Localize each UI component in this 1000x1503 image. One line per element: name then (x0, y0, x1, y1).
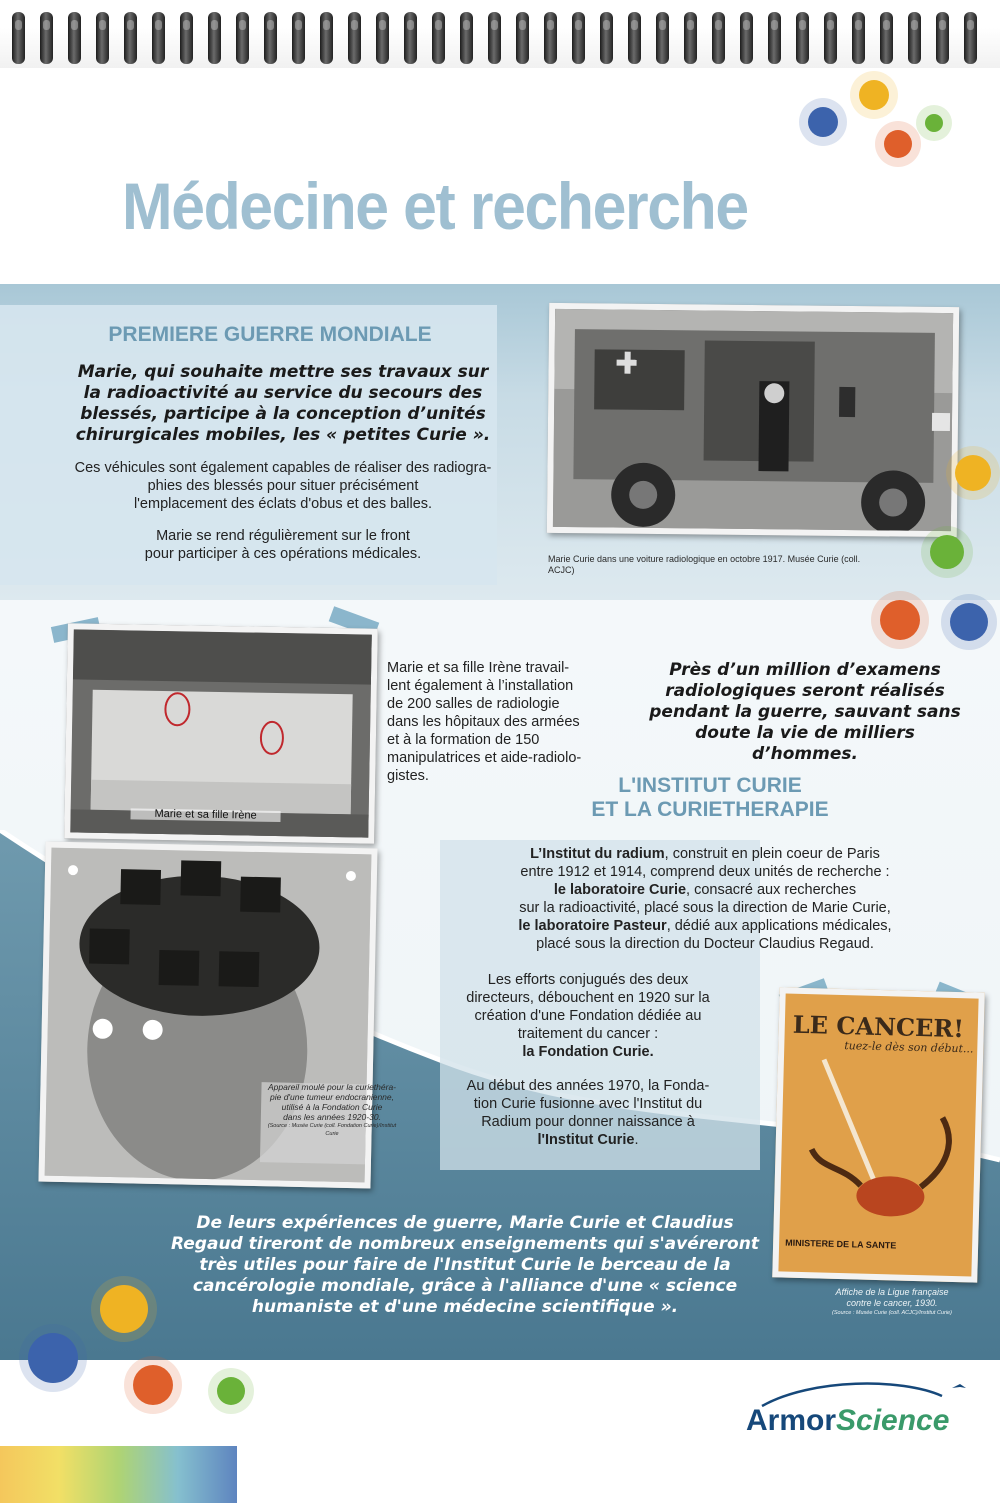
crab-sword-illustration (780, 1054, 979, 1229)
rainbow-bar (0, 1446, 237, 1503)
decor-dot-yellow (100, 1285, 148, 1333)
photo-marie-irene (64, 623, 378, 843)
decor-dot-blue (28, 1333, 78, 1383)
decor-dot-blue (950, 603, 988, 641)
poster-title: LE CANCER! (792, 1009, 965, 1044)
caption-poster: Affiche de la Ligue française contre le cancer, 1930. (Source : Musée Curie (coll. ACJC)/Institut Curie) (832, 1287, 952, 1316)
decor-dot-orange (884, 130, 912, 158)
decor-dot-orange (880, 600, 920, 640)
spiral-binding (0, 0, 1000, 80)
institut-radium-paragraph: L’Institut du radium, construit en plein coeur de Paris entre 1912 et 1914, comprend deux unités de recherche : le laboratoire Curie, consacré aux recherches sur la radioactivité, placé sous la direction de Marie Curie, le laboratoire Pasteur, dédié aux applications médicales, placé sous la direction du Docteur Claudius Regaud. (518, 846, 892, 952)
poster-le-cancer (772, 987, 985, 1282)
section-heading-institut: L'INSTITUT CURIE ET LA CURIETHERAPIE (591, 774, 829, 821)
caption-helmet: Appareil moulé pour la curiethéra- pie d'une tumeur endocranienne, utilisé à la Fondation Curie dans les années 1920-30. (Source : Musée Curie (coll. Fondation Curie)/Institut Curie (267, 1082, 397, 1137)
armorscience-logo: ArmorScience (746, 1404, 950, 1437)
section-heading-wwi: PREMIERE GUERRE MONDIALE (108, 323, 432, 346)
caption-radiology-car: Marie Curie dans une voiture radiologique en octobre 1917. Musée Curie (coll. ACJC) (548, 554, 861, 575)
decor-dot-green (930, 535, 964, 569)
decor-dot-green (217, 1377, 245, 1405)
exams-quote: Près d’un million d’examens radiologiques seront réalisés pendant la guerre, sauvant sans doute la vie de milliers d’hommes. (649, 660, 961, 764)
decor-dot-yellow (955, 455, 991, 491)
conclusion-text: De leurs expériences de guerre, Marie Curie et Claudius Regaud tireront de nombreux enseignements qui s'avéreront très utiles pour faire de l'Institut Curie le berceau de la cancérologie mondiale, grâce à l'alliance d'une « science humaniste et d'une médecine scientifique ». (171, 1213, 759, 1317)
poster-footer: MINISTERE DE LA SANTE (785, 1237, 897, 1251)
wwi-lead-text: Marie, qui souhaite mettre ses travaux sur la radioactivité au service du secours des blessés, participe à la conception d’unités chirurgicales mobiles, les « petites Curie ». (75, 362, 491, 445)
radiology-car-image (553, 309, 955, 533)
wwi-paragraph-front: Marie se rend régulièrement sur le front pour participer à ces opérations médicales. (144, 528, 422, 562)
decor-dot-yellow (859, 80, 889, 110)
wwi-paragraph-vehicles: Ces véhicules sont également capables de réaliser des radiogra- phies des blessés pour situer précisément l'emplacement des éclats d'obus et des balles. (74, 460, 492, 512)
decor-dot-blue (808, 107, 838, 137)
caption-marie-irene: Marie et sa fille Irène (130, 808, 280, 822)
decor-dot-green (925, 114, 943, 132)
photo-radiology-car (547, 303, 959, 537)
poster-subtitle: tuez-le dès son début... (844, 1039, 974, 1056)
decor-dot-orange (133, 1365, 173, 1405)
fondation-paragraph: Les efforts conjugués des deux directeurs, débouchent en 1920 sur la création d'une Fondation dédiée au traitement du cancer : la Fondation Curie. (466, 972, 710, 1060)
institut-curie-paragraph: Au début des années 1970, la Fonda- tion Curie fusionne avec l'Institut du Radium pour donner naissance à l'Institut Curie. (466, 1078, 710, 1148)
hospitals-paragraph: Marie et sa fille Irène travail- lent également à l’installation de 200 salles de radiologie dans les hôpitaux des armées et à la formation de 150 manipulatrices et aide-radiolo- gistes. (387, 660, 582, 784)
page-title: Médecine et recherche (122, 169, 748, 243)
